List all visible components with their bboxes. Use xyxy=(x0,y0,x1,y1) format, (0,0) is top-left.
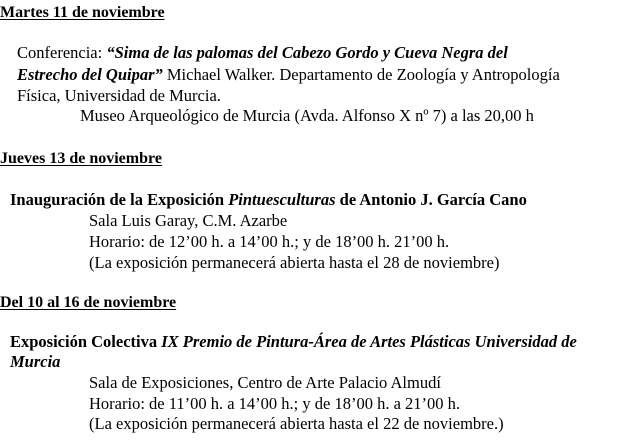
inauguration-artist: de Antonio J. García Cano xyxy=(335,190,527,209)
conference-speaker-affiliation: Física, Universidad de Murcia. xyxy=(17,86,221,105)
conference-speaker-part-1: Michael Walker. Departamento de Zoología y Antropología xyxy=(162,65,560,84)
collective-hours: Horario: de 11’00 h. a 14’00 h.; y de 18’00 h. a 21’00 h. xyxy=(89,394,461,413)
inauguration-venue: Sala Luis Garay, C.M. Azarbe xyxy=(89,211,288,230)
inauguration-title: Pintuesculturas xyxy=(228,190,336,209)
inauguration-prefix: Inauguración de la Exposición xyxy=(10,190,229,209)
collective-venue: Sala de Exposiciones, Centro de Arte Palacio Almudí xyxy=(89,373,441,392)
section-date-range: Del 10 al 16 de noviembre xyxy=(0,294,177,311)
collective-line-1 xyxy=(10,332,577,352)
inauguration-line xyxy=(10,190,527,210)
collective-note: (La exposición permanecerá abierta hasta el 22 de noviembre.) xyxy=(89,414,504,433)
conference-line-2 xyxy=(17,65,560,85)
inauguration-note: (La exposición permanecerá abierta hasta el 28 de noviembre) xyxy=(89,253,500,272)
collective-prefix: Exposición Colectiva xyxy=(10,332,162,351)
inauguration-hours: Horario: de 12’00 h. a 14’00 h.; y de 18’00 h. 21’00 h. xyxy=(89,232,450,251)
collective-title-part-2: Murcia xyxy=(10,352,61,371)
section-date-tuesday: Martes 11 de noviembre xyxy=(0,4,165,21)
conference-line-1 xyxy=(17,43,508,63)
conference-prefix: Conferencia: xyxy=(17,43,107,62)
section-date-thursday: Jueves 13 de noviembre xyxy=(0,150,162,167)
conference-venue: Museo Arqueológico de Murcia (Avda. Alfonso X nº 7) a las 20,00 h xyxy=(80,106,534,125)
collective-title-part-1: IX Premio de Pintura-Área de Artes Plásticas Universidad de xyxy=(161,332,577,351)
conference-title-part-2: Estrecho del Quipar” xyxy=(17,65,163,84)
conference-title-part-1: “Sima de las palomas del Cabezo Gordo y Cueva Negra del xyxy=(106,43,508,62)
collective-line-2 xyxy=(10,352,60,372)
